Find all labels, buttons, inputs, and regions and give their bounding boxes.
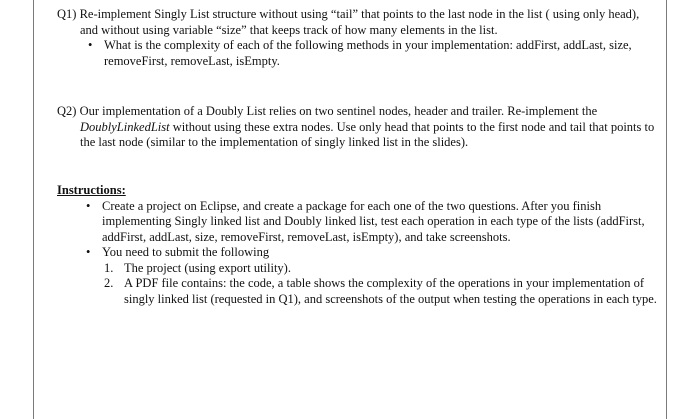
- instructions-section: [57, 183, 657, 307]
- instructions-item-2: [57, 245, 657, 261]
- question-2-text-start: Q2) Our implementation of a Doubly List relies on two sentinel nodes, header and trailer. Re-implement the: [57, 104, 598, 118]
- submission-item-2: [57, 276, 657, 307]
- question-1-text: Q1) Re-implement Singly List structure without using “tail” that points to the last node in the list ( using only head), and without using variable “size” that keeps track of how many elements in the list.: [57, 7, 640, 37]
- bullet-icon: •: [86, 245, 91, 259]
- question-2-class-name: DoublyLinkedList: [80, 119, 170, 134]
- bullet-icon: •: [86, 198, 91, 213]
- instructions-item-1-text: Create a project on Eclipse, and create a package for each one of the two questions. After you finish implementing Singly linked list and Doubly linked list, test each operation in each type of the lists (addFirst, addFirst, addLast, size, removeFirst, removeLast, isEmpty), and take screenshots.: [102, 198, 645, 244]
- submission-item-2-number: 2.: [104, 276, 114, 290]
- submission-item-2-text: A PDF file contains: the code, a table shows the complexity of the operations in your implementation of singly linked list (requested in Q1), and screenshots of the output when testing the operations in each type.: [124, 276, 657, 306]
- question-2: [57, 104, 657, 151]
- page-left-border: [33, 0, 34, 419]
- submission-item-1-text: The project (using export utility).: [124, 260, 291, 275]
- bullet-icon: •: [88, 38, 93, 52]
- instructions-item-2-text: You need to submit the following: [102, 245, 270, 259]
- question-2-text-end: without using these extra nodes. Use only head that points to the first node and tail that points to the last node (similar to the implementation of singly linked list in the slides).: [80, 119, 655, 149]
- page-right-border: [666, 0, 667, 419]
- question-1: [57, 7, 647, 69]
- question-2-text: [57, 104, 657, 151]
- instructions-item-1: [57, 199, 657, 246]
- instructions-heading: Instructions:: [57, 183, 126, 197]
- question-1-bullet: [57, 38, 647, 69]
- submission-item-1: [57, 261, 657, 277]
- question-1-bullet-text: What is the complexity of each of the following methods in your implementation: addFirst, addLast, size, removeFirst, removeLast, isEmpty.: [104, 38, 632, 68]
- submission-item-1-number: 1.: [104, 260, 114, 275]
